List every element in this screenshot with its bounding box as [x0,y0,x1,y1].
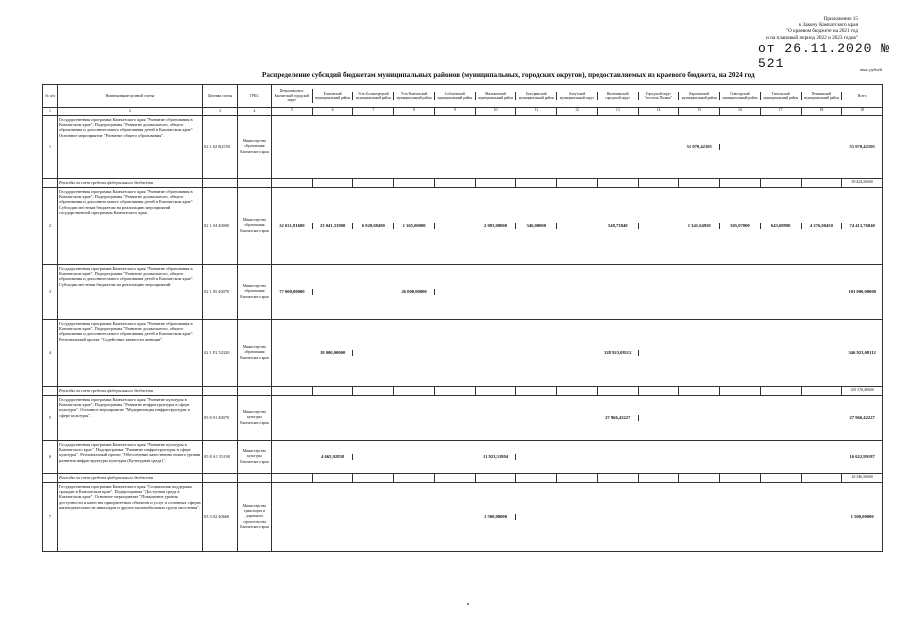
header-value-columns [272,85,883,107]
subtotal-value-cell [272,179,313,187]
subtotal-value-cell [435,474,476,482]
subtotal-value-cell [313,474,354,482]
table-row [43,396,883,441]
row-administrator: Министерство образования Камчатского края [238,265,272,319]
row-target-code: 02 1 04 40000 [203,188,238,264]
row-values [272,483,883,551]
subtotal-value-cell [313,387,354,395]
subtotal-value-cell [476,179,517,187]
table-row [43,483,883,552]
header-column-label: Мильковский муниципальный район [476,92,517,101]
subtotal-value-cell [435,179,476,187]
value-cell: 2 083,00000 [476,223,517,228]
subtotal-value-cell [720,387,761,395]
column-number: 3 [203,108,238,115]
attachment-block [650,16,858,41]
table-row [43,116,883,179]
subtotal-value-cell [353,179,394,187]
column-number: 11 [516,108,557,115]
subtotal-value-cell [516,179,557,187]
column-number: 16 [720,108,761,115]
column-number: 15 [679,108,720,115]
subtotal-value-cell [313,179,354,187]
row-description: Государственная программа Камчатского края "Развитие образования в Камчатском крае". Подпрограмма "Развитие дошкольного, общего образования и дополнительного образования детей в Камчатском крае". Субсидии местным бюджетам на реализацию мероприятий. [58,265,203,319]
row-target-code: 02 1 02 R2550 [203,116,238,178]
value-cell: 27 966,42227 [849,415,875,421]
document-title: Распределение субсидий бюджетам муниципальных районов (муниципальных, городских округов), предоставляемых из краевого бюджета, на 2024 год [262,71,755,79]
row-administrator: Министерство образования Камчатского края [238,116,272,178]
subtotal-value-cell [639,179,680,187]
value-cell: 103 000,00000 [848,289,876,295]
subtotal-value-cell [476,474,517,482]
row-number: 3 [43,265,58,319]
subtotal-label: Расходы за счет средств федерального бюджета [58,474,203,482]
subtotal-label: Расходы за счет средств федерального бюджета [58,179,203,187]
subtotal-value-cell [394,387,435,395]
subtotal-value-cell [353,474,394,482]
column-number: 1 [43,108,58,115]
row-number: 1 [43,116,58,178]
header-column-label: Алеутский муниципальный округ [557,92,598,101]
table-row [43,265,883,320]
subtotal-value-cell [720,179,761,187]
row-values [272,396,883,440]
row-number: 4 [43,320,58,386]
row-administrator: Министерство культуры Камчатского края [238,441,272,473]
subtotal-row [43,474,883,483]
subtotal-value-cell [598,387,639,395]
row-target-code: 05 8 01 40070 [203,396,238,440]
subtotal-value-cell [394,474,435,482]
row-values [272,116,883,178]
header-column-label: Всего [857,93,867,98]
value-cell: 4 665,92838 [313,454,354,459]
value-cell: 16 622,99187 [849,454,875,460]
subtotal-value-cell: 16 346,50000 [851,475,873,480]
subtotal-value-cell [802,387,843,395]
row-administrator: Министерство культуры Камчатского края [238,396,272,440]
table-body [43,116,883,552]
subtotal-values [272,387,883,395]
row-number: 2 [43,188,58,264]
subtotal-row [43,387,883,396]
subtotal-value-cell [679,387,720,395]
row-description: Государственная программа Камчатского края "Развитие образования в Камчатском крае". Подпрограмма "Развитие дошкольного, общего образования и дополнительного образования детей в Камчатском крае". Субсидии местным бюджетам на реализацию мероприятий государственной программы Камчатского края. [58,188,203,264]
header-column-label: Усть-Большерецкий муниципальный район [353,92,394,101]
column-number: 7 [353,108,394,115]
subtotal-value-cell [272,387,313,395]
subtotal-label: Расходы за счет средств федерального бюджета [58,387,203,395]
header-column-label: Городской округ "поселок Палана" [639,92,680,101]
subtotal-value-cell [476,387,517,395]
row-target-code: 05 8 A1 55190 [203,441,238,473]
header-column-label: Быстринский муниципальный район [516,92,557,101]
subtotal-value-cell [761,179,802,187]
subtotal-value-cell [679,474,720,482]
subtotal-value-cell [720,474,761,482]
value-cell: 23 041,31900 [313,223,354,228]
attachment-line: Приложение 15 [823,16,858,22]
table-header-row [43,85,883,108]
column-number: 12 [557,108,598,115]
row-values [272,265,883,319]
subtotal-spacer [203,474,238,482]
subtotal-spacer [238,474,272,482]
header-column-label: Петропавловск-Камчатский городской округ [272,89,313,102]
subtotal-spacer [43,387,58,395]
subtotal-value-cell [598,474,639,482]
subtotal-value-cell [394,179,435,187]
subtotal-value-cell [639,474,680,482]
subtotal-value-cell: 325 376,49000 [850,388,874,393]
value-cell: 328 923,08112 [598,350,639,355]
value-cell: 74 413,76840 [849,223,875,229]
row-values [272,441,883,473]
subtotal-values [272,474,883,482]
row-description: Государственная программа Камчатского края "Социальная поддержка граждан в Камчатском крае". Подпрограмма "Доступная среда в Камчатском крае". Основное мероприятие "Повышение уровня доступности и качества приоритетных объектов и услуг в основных сферах жизнедеятельности инвалидов и других маломобильных групп населения". [58,483,203,551]
row-target-code: 02 1 05 40070 [203,265,238,319]
subtotal-value-cell [598,179,639,187]
header-column-label: Тигильский муниципальный район [761,92,802,101]
row-administrator: Министерство образования Камчатского края [238,188,272,264]
subtotal-value-cell [761,387,802,395]
row-target-code: 03 3 02 40660 [203,483,238,551]
subtotal-spacer [203,387,238,395]
subsidy-table [42,84,883,552]
column-number: 2 [58,108,203,115]
value-cell: 26 000,00000 [394,289,435,294]
value-cell: 51 070,42105 [679,144,720,149]
subtotal-value-cell [516,387,557,395]
column-number: 4 [238,108,272,115]
column-number: 9 [435,108,476,115]
header-column-label: Карагинский муниципальный район [679,92,720,101]
value-cell: 305,07000 [720,223,761,228]
value-cell: 346 923,08112 [848,350,876,356]
column-number: 6 [313,108,354,115]
value-cell: 27 966,42227 [598,415,639,420]
row-values [272,188,883,264]
subtotal-spacer [238,179,272,187]
value-cell: 346,00000 [516,223,557,228]
column-number: 19 [860,108,865,112]
value-cell: 1 500,00000 [476,514,517,519]
header-column-label: Соболевский муниципальный район [435,92,476,101]
column-number: 14 [639,108,680,115]
subtotal-row [43,179,883,188]
row-number: 7 [43,483,58,551]
subtotal-value-cell: 59 424,50000 [851,180,873,185]
column-number: 17 [761,108,802,115]
subtotal-value-cell [761,474,802,482]
subtotal-value-cell [353,387,394,395]
row-values [272,320,883,386]
header-column-label: Олюторский муниципальный район [720,92,761,101]
subtotal-value-cell [802,179,843,187]
subtotal-value-cell [557,179,598,187]
value-cell: 22 631,81600 [272,223,313,228]
row-description: Государственная программа Камчатского края "Развитие образования в Камчатском крае". Подпрограмма "Развитие дошкольного, общего образования и дополнительного образования детей в Камчатском крае". Основное мероприятие "Развитие общего образования". [58,116,203,178]
subtotal-value-cell [516,474,557,482]
attachment-line: и на плановый период 2022 и 2023 годов" [766,34,858,41]
table-row [43,320,883,387]
attachment-line: к Закону Камчатского края [798,22,858,29]
subtotal-spacer [238,387,272,395]
subtotal-value-cell [639,387,680,395]
subtotal-values [272,179,883,187]
header-no: № п/п [43,85,58,107]
header-column-label: Пенжинский муниципальный район [802,92,843,101]
value-cell: 11 923,53994 [476,454,517,459]
header-column-label: Усть-Камчатский муниципальный район [394,92,435,101]
value-cell: 643,68890 [761,223,802,228]
header-csr: Целевая статья [203,85,238,107]
header-column-label: Вилючинский городской округ [598,92,639,101]
row-description: Государственная программа Камчатского края "Развитие культуры в Камчатского крае". Подпрограмма "Развитие инфраструктуры в сфере культуры". Региональный проект "Обеспечение качественно нового уровня развития инфраструктуры культуры (Культурная среда)". [58,441,203,473]
column-number: 5 [272,108,313,115]
row-description: Государственная программа Камчатского края "Развитие образования в Камчатском крае". Подпрограмма "Развитие дошкольного, общего образования и дополнительного образования детей в Камчатском крае". Региональный проект "Содействие занятости женщин". [58,320,203,386]
value-cell: 6 020,68490 [353,223,394,228]
registration-stamp: от 26.11.2020 № 521 [758,41,891,71]
subtotal-value-cell [435,387,476,395]
units-label: тыс.рублей [860,67,883,72]
header-column-label: Елизовский муниципальный район [313,92,354,101]
column-number: 18 [802,108,843,115]
value-cell: 548,73840 [598,223,639,228]
subtotal-spacer [43,179,58,187]
value-cell: 77 000,00000 [272,289,313,294]
row-description: Государственная программа Камчатского края "Развитие культуры в Камчатском крае". Подпрограмма "Развитие инфраструктуры в сфере культуры". Основное мероприятие "Модернизация инфраструктуры в сфере культуры". [58,396,203,440]
column-number-group [272,108,883,115]
row-number: 5 [43,396,58,440]
value-cell: 1 341,64950 [679,223,720,228]
header-grbs: ГРБС [238,85,272,107]
column-number: 10 [476,108,517,115]
value-cell: 51 070,42105 [849,144,875,150]
subtotal-value-cell [802,474,843,482]
row-administrator: Министерство образования Камчатского края [238,320,272,386]
row-administrator: Министерство транспорта и дорожного строительства Камчатского края [238,483,272,551]
value-cell: 1 165,00000 [394,223,435,228]
table-row [43,441,883,474]
column-number: 13 [598,108,639,115]
subtotal-value-cell [557,387,598,395]
scan-mark [467,603,469,605]
row-number: 6 [43,441,58,473]
column-number: 8 [394,108,435,115]
value-cell: 18 000,00000 [313,350,354,355]
subtotal-spacer [203,179,238,187]
subtotal-value-cell [679,179,720,187]
value-cell: 4 276,00450 [802,223,843,228]
attachment-line: "О краевом бюджете на 2021 год [785,28,858,35]
column-number-row [43,108,883,116]
subtotal-value-cell [557,474,598,482]
header-name: Наименование целевой статьи [58,85,203,107]
row-target-code: 02 1 P2 52320 [203,320,238,386]
table-row [43,188,883,265]
subtotal-spacer [43,474,58,482]
subtotal-value-cell [272,474,313,482]
value-cell: 1 500,00000 [850,514,874,520]
